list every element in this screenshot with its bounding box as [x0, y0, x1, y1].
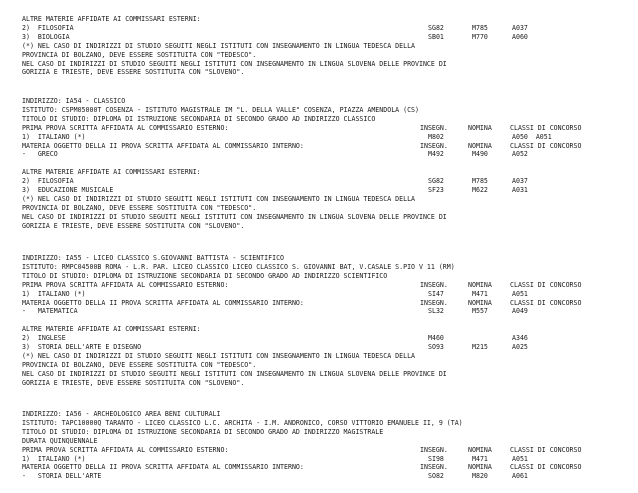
code-cell: SI98: [428, 454, 444, 463]
text-line: ALTRE MATERIE AFFIDATE AI COMMISSARI ESTERNI:: [22, 168, 201, 177]
column-header: CLASSI DI CONCORSO: [510, 280, 582, 289]
text-line: - GRECO: [22, 150, 58, 159]
code-cell: A050 A051: [512, 132, 552, 141]
column-header: NOMINA: [468, 445, 492, 454]
code-cell: SB01: [428, 32, 444, 41]
code-cell: SL32: [428, 307, 444, 316]
column-header: NOMINA: [468, 141, 492, 150]
text-line: TITOLO DI STUDIO: DIPLOMA DI ISTRUZIONE SECONDARIA DI SECONDO GRADO AD INDIRIZZO SCIENTIFICO: [22, 271, 388, 280]
text-line: 3) EDUCAZIONE MUSICALE: [22, 186, 114, 194]
code-cell: M471: [472, 454, 488, 463]
text-line: 2) FILOSOFIA: [22, 177, 74, 186]
code-cell: SG82: [428, 23, 444, 32]
code-cell: A031: [512, 186, 528, 194]
text-line: GORIZIA E TRIESTE, DEVE ESSERE SOSTITUITA CON "SLOVENO".: [22, 378, 245, 387]
text-line: 2) FILOSOFIA: [22, 23, 74, 32]
text-line: ALTRE MATERIE AFFIDATE AI COMMISSARI ESTERNI:: [22, 15, 201, 23]
code-cell: SF23: [428, 186, 444, 194]
text-line: (*) NEL CASO DI INDIRIZZI DI STUDIO SEGUITI NEGLI ISTITUTI CON INSEGNAMENTO IN LINGUA TEDESCA DELLA: [22, 351, 416, 360]
text-line: PROVINCIA DI BOLZANO, DEVE ESSERE SOSTITUITA CON "TEDESCO".: [22, 203, 257, 212]
text-line: ISTITUTO: RMPC04500B ROMA - L.R. PAR. LICEO CLASSICO LICEO CLASSICO S. GIOVANNI BAT, V.CASALE S.PIO V 11 (RM): [22, 262, 455, 271]
code-cell: SO82: [428, 472, 444, 481]
text-line: NEL CASO DI INDIRIZZI DI STUDIO SEGUITI NEGLI ISTITUTI CON INSEGNAMENTO IN LINGUA SLOVENA DELLE PROVINCE DI: [22, 212, 447, 221]
code-cell: SG82: [428, 177, 444, 186]
text-line: MATERIA OGGETTO DELLA II PROVA SCRITTA AFFIDATA AL COMMISSARIO INTERNO:: [22, 463, 304, 472]
code-cell: A049: [512, 307, 528, 316]
column-header: CLASSI DI CONCORSO: [510, 141, 582, 150]
code-cell: SI47: [428, 289, 444, 298]
text-line: 2) INGLESE: [22, 334, 66, 343]
column-header: INSEGN.: [420, 123, 448, 132]
code-cell: A025: [512, 343, 528, 351]
text-line: TITOLO DI STUDIO: DIPLOMA DI ISTRUZIONE SECONDARIA DI SECONDO GRADO AD INDIRIZZO MAGISTRALE: [22, 427, 384, 436]
text-line: INDIRIZZO: IA55 - LICEO CLASSICO S.GIOVANNI BATTISTA - SCIENTIFICO: [22, 254, 285, 262]
text-line: PRIMA PROVA SCRITTA AFFIDATA AL COMMISSARIO ESTERNO:: [22, 123, 229, 132]
text-line: 1) ITALIANO (*): [22, 454, 86, 463]
code-cell: A037: [512, 23, 528, 32]
text-line: 3) STORIA DELL'ARTE E DISEGNO: [22, 343, 142, 351]
column-header: NOMINA: [468, 298, 492, 307]
code-cell: SO93: [428, 343, 444, 351]
text-line: ISTITUTO: CSPM05000T COSENZA - ISTITUTO MAGISTRALE IM "L. DELLA VALLE" COSENZA, PIAZZA AMENDOLA (CS): [22, 105, 419, 114]
text-line: - STORIA DELL'ARTE: [22, 472, 102, 481]
text-line: 1) ITALIANO (*): [22, 132, 86, 141]
column-header: INSEGN.: [420, 280, 448, 289]
text-line: MATERIA OGGETTO DELLA II PROVA SCRITTA AFFIDATA AL COMMISSARIO INTERNO:: [22, 298, 304, 307]
text-line: TITOLO DI STUDIO: DIPLOMA DI ISTRUZIONE SECONDARIA DI SECONDO GRADO AD INDIRIZZO CLASSICO: [22, 114, 376, 123]
text-line: - MATEMATICA: [22, 307, 78, 316]
code-cell: M460: [428, 334, 444, 343]
text-line: 1) ITALIANO (*): [22, 289, 86, 298]
text-line: (*) NEL CASO DI INDIRIZZI DI STUDIO SEGUITI NEGLI ISTITUTI CON INSEGNAMENTO IN LINGUA TEDESCA DELLA: [22, 194, 416, 203]
code-cell: M471: [472, 289, 488, 298]
text-line: NEL CASO DI INDIRIZZI DI STUDIO SEGUITI NEGLI ISTITUTI CON INSEGNAMENTO IN LINGUA SLOVENA DELLE PROVINCE DI: [22, 369, 447, 378]
code-cell: A052: [512, 150, 528, 159]
column-header: INSEGN.: [420, 445, 448, 454]
code-cell: M622: [472, 186, 488, 194]
text-line: GORIZIA E TRIESTE, DEVE ESSERE SOSTITUITA CON "SLOVENO".: [22, 68, 245, 77]
code-cell: A037: [512, 177, 528, 186]
text-line: PRIMA PROVA SCRITTA AFFIDATA AL COMMISSARIO ESTERNO:: [22, 445, 229, 454]
column-header: NOMINA: [468, 280, 492, 289]
column-header: INSEGN.: [420, 141, 448, 150]
text-line: 3) BIOLOGIA: [22, 32, 70, 41]
code-cell: M490: [472, 150, 488, 159]
text-line: PROVINCIA DI BOLZANO, DEVE ESSERE SOSTITUITA CON "TEDESCO".: [22, 50, 257, 59]
code-cell: A060: [512, 32, 528, 41]
text-line: NEL CASO DI INDIRIZZI DI STUDIO SEGUITI NEGLI ISTITUTI CON INSEGNAMENTO IN LINGUA SLOVENA DELLE PROVINCE DI: [22, 59, 447, 68]
code-cell: M215: [472, 343, 488, 351]
column-header: INSEGN.: [420, 298, 448, 307]
text-line: GORIZIA E TRIESTE, DEVE ESSERE SOSTITUITA CON "SLOVENO".: [22, 221, 245, 230]
text-line: ALTRE MATERIE AFFIDATE AI COMMISSARI ESTERNI:: [22, 325, 201, 334]
text-line: INDIRIZZO: IA56 - ARCHEOLOGICO AREA BENI CULTURALI: [22, 410, 221, 418]
code-cell: A051: [512, 454, 528, 463]
code-cell: M785: [472, 177, 488, 186]
code-cell: A051: [512, 289, 528, 298]
code-cell: M557: [472, 307, 488, 316]
text-line: (*) NEL CASO DI INDIRIZZI DI STUDIO SEGUITI NEGLI ISTITUTI CON INSEGNAMENTO IN LINGUA TEDESCA DELLA: [22, 41, 416, 50]
code-cell: M770: [472, 32, 488, 41]
column-header: CLASSI DI CONCORSO: [510, 463, 582, 472]
text-line: ISTITUTO: TAPC10000Q TARANTO - LICEO CLASSICO L.C. ARCHITA - I.M. ANDRONICO, CORSO VITTORIO EMANUELE II, 9 (TA): [22, 418, 463, 427]
column-header: CLASSI DI CONCORSO: [510, 123, 582, 132]
text-line: PROVINCIA DI BOLZANO, DEVE ESSERE SOSTITUITA CON "TEDESCO".: [22, 360, 257, 369]
column-header: NOMINA: [468, 123, 492, 132]
text-line: MATERIA OGGETTO DELLA II PROVA SCRITTA AFFIDATA AL COMMISSARIO INTERNO:: [22, 141, 304, 150]
column-header: CLASSI DI CONCORSO: [510, 445, 582, 454]
text-line: DURATA QUINQUENNALE: [22, 436, 98, 445]
code-cell: A346: [512, 334, 528, 343]
column-header: INSEGN.: [420, 463, 448, 472]
code-cell: M802: [428, 132, 444, 141]
text-line: PRIMA PROVA SCRITTA AFFIDATA AL COMMISSARIO ESTERNO:: [22, 280, 229, 289]
column-header: CLASSI DI CONCORSO: [510, 298, 582, 307]
code-cell: M785: [472, 23, 488, 32]
code-cell: M820: [472, 472, 488, 481]
column-header: NOMINA: [468, 463, 492, 472]
code-cell: M492: [428, 150, 444, 159]
code-cell: A061: [512, 472, 528, 481]
text-line: INDIRIZZO: IA54 - CLASSICO: [22, 97, 126, 105]
